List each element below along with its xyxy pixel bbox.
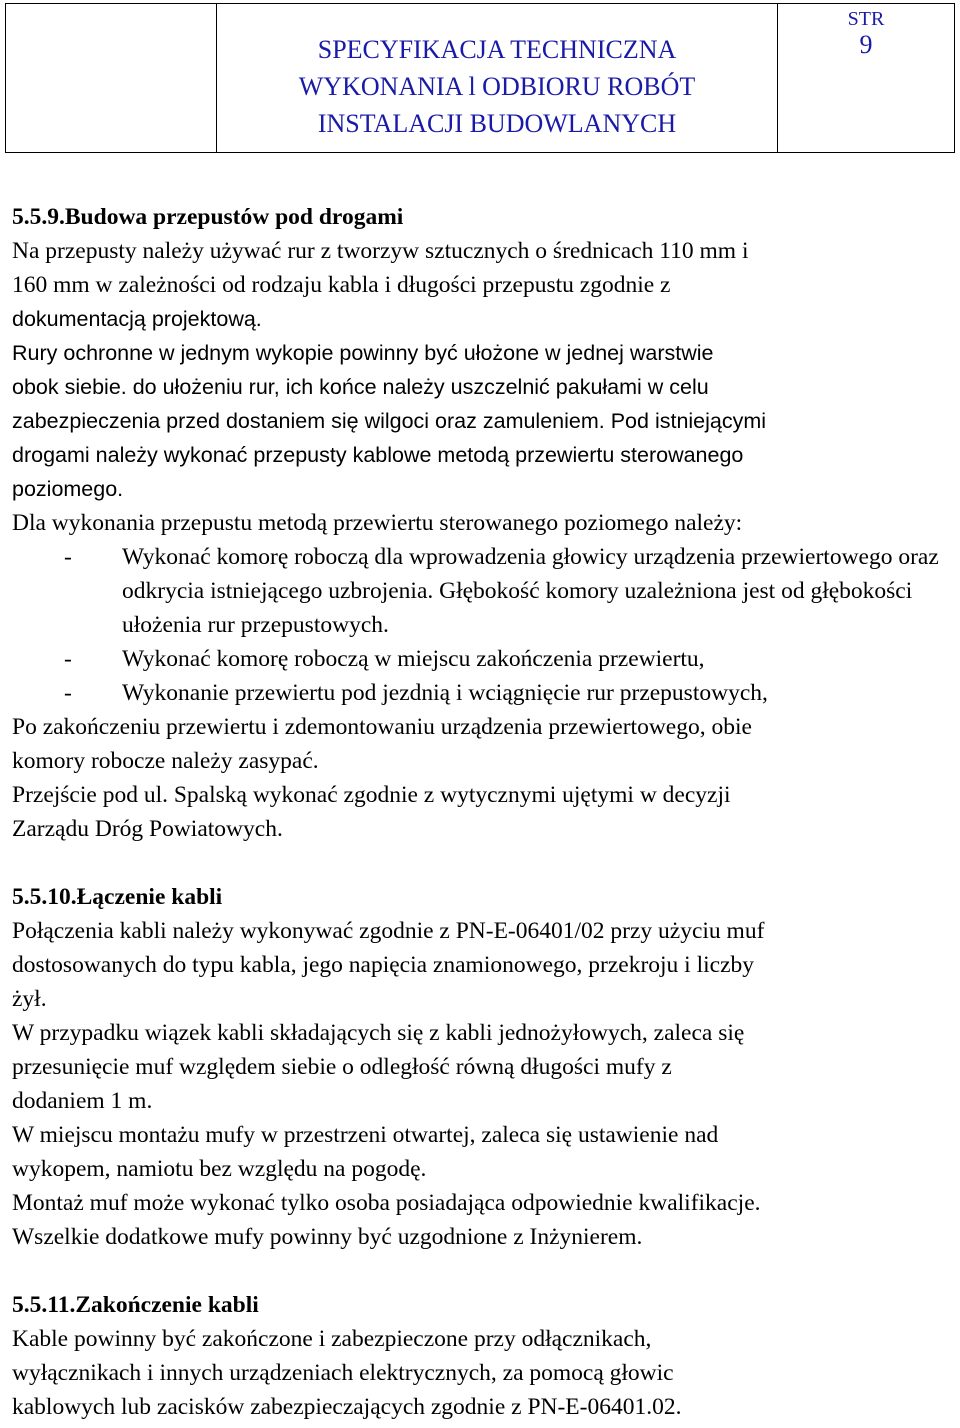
- page-label: STR: [847, 8, 885, 30]
- list-item: [12, 540, 952, 642]
- section-5511-paragraph-1: Kable powinny być zakończone i zabezpieczone przy odłącznikach, wyłącznikach i innych urządzeniach elektrycznych, za pomocą głowic kablowych lub zacisków zabezpieczających zgodnie z PN-E-06401.02.: [12, 1326, 682, 1420]
- list-item-text: Wykonać komorę roboczą dla wprowadzenia głowicy urządzenia przewiertowego oraz odkrycia istniejącego uzbrojenia. Głębokość komory uzależniona jest od głębokości ułożenia rur przepustowych.: [122, 544, 939, 638]
- section-heading-5511: 5.5.11.Zakończenie kabli: [12, 1292, 259, 1318]
- header-logo-cell: [6, 4, 217, 153]
- document-title: [217, 31, 777, 142]
- document-header: [5, 3, 955, 153]
- section-heading-5510: 5.5.10.Łączenie kabli: [12, 884, 223, 910]
- list-item-text: Wykonanie przewiertu pod jezdnią i wciągnięcie rur przepustowych,: [122, 680, 768, 706]
- header-page-cell: [778, 4, 955, 153]
- spacer: [12, 1254, 952, 1288]
- section-559-paragraph-1: Na przepusty należy używać rur z tworzyw sztucznych o średnicach 110 mm i 160 mm w zależności od rodzaju kabla i długości przepustu zgodnie z: [12, 238, 749, 298]
- title-line-2: WYKONANIA l ODBIORU ROBÓT: [298, 72, 696, 101]
- section-559-paragraph-3: Po zakończeniu przewiertu i zdemontowaniu urządzenia przewiertowego, obie komory robocze należy zasypać. Przejście pod ul. Spalską wykonać zgodnie z wytycznymi ujętymi w decyzji Zarządu Dróg Powiatowych.: [12, 714, 752, 842]
- list-dash: -: [64, 646, 72, 672]
- title-line-3: INSTALACJI BUDOWLANYCH: [317, 109, 677, 138]
- section-5510-paragraph-1: Połączenia kabli należy wykonywać zgodnie z PN-E-06401/02 przy użyciu muf dostosowanych do typu kabla, jego napięcia znamionowego, przekroju i liczby żył. W przypadku wiązek kabli składających się z kabli jednożyłowych, zaleca się przesunięcie muf względem siebie o odległość równą długości mufy z dodaniem 1 m. W miejscu montażu mufy w przestrzeni otwartej, zaleca się ustawienie nad wykopem, namiotu bez względu na pogodę. Montaż muf może wykonać tylko osoba posiadająca odpowiednie kwalifikacje. Wszelkie dodatkowe mufy powinny być uzgodnione z Inżynierem.: [12, 918, 765, 1250]
- list-dash: -: [64, 680, 72, 706]
- list-item: [12, 676, 952, 710]
- header-title-cell: [217, 4, 778, 153]
- document-body: [12, 200, 952, 1424]
- list-item: [12, 642, 952, 676]
- title-line-1: SPECYFIKACJA TECHNICZNA: [317, 35, 677, 64]
- list-dash: -: [64, 544, 72, 570]
- section-heading-559: 5.5.9.Budowa przepustów pod drogami: [12, 204, 404, 230]
- section-559-paragraph-2: Dla wykonania przepustu metodą przewiertu sterowanego poziomego należy:: [12, 510, 743, 536]
- spacer: [12, 846, 952, 880]
- page-number: 9: [859, 30, 873, 59]
- list-item-text: Wykonać komorę roboczą w miejscu zakończenia przewiertu,: [122, 646, 705, 672]
- section-559-paragraph-1-continued: dokumentacją projektową. Rury ochronne w jednym wykopie powinny być ułożone w jednej warstwie obok siebie. do ułożeniu rur, ich końce należy uszczelnić pakułami w celu zabezpieczenia przed dostaniem się wilgoci oraz zamuleniem. Pod istniejącymi drogami należy wykonać przepusty kablowe metodą przewiertu sterowanego poziomego.: [12, 307, 767, 501]
